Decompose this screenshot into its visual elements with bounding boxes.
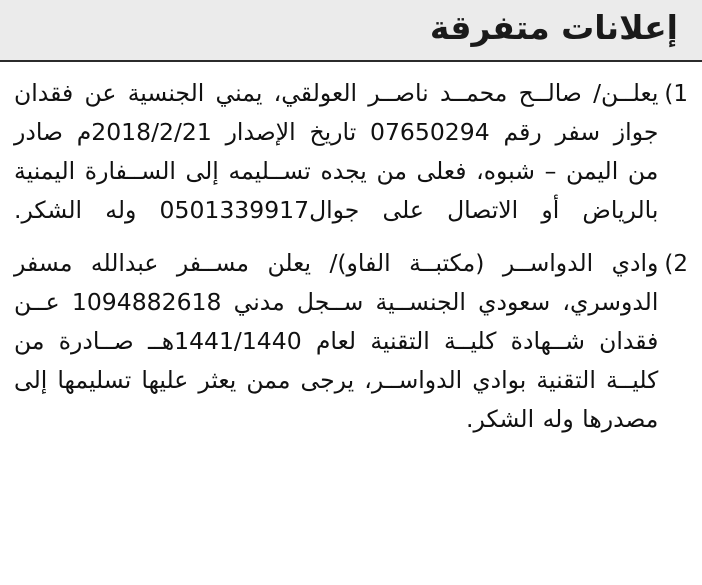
notice-number: 2): [664, 251, 688, 277]
notice-number: 1): [664, 81, 688, 107]
list-item: [14, 244, 688, 439]
notice-text: يعلــن/ صالــح محمــد ناصــر العولقي، يمني الجنسية عن فقدان جواز سفر رقم 07650294 تاريخ الإصدار 2018/2/21م صادر من اليمن – شبوه، فعلى من يجده تســليمه إلى الســفارة اليمنية بالرياض أو الاتصال على جوال0501339917 وله الشكر.: [14, 79, 659, 224]
notice-text: وادي الدواســر (مكتبــة الفاو)/ يعلن مســفر عبدالله مسفر الدوسري، سعودي الجنســية ســجل مدني 1094882618 عــن فقدان شــهادة كليــة التقنية لعام 1441/1440هــ صــادرة من كليــة التقنية بوادي الدواســر، يرجى ممن يعثر عليها تسليمها إلى مصدرها وله الشكر.: [14, 249, 659, 433]
section-header-banner: [0, 0, 702, 62]
list-item: [14, 74, 688, 230]
page-title: إعلانات متفرقة: [429, 8, 678, 47]
notices-list: [0, 62, 702, 439]
